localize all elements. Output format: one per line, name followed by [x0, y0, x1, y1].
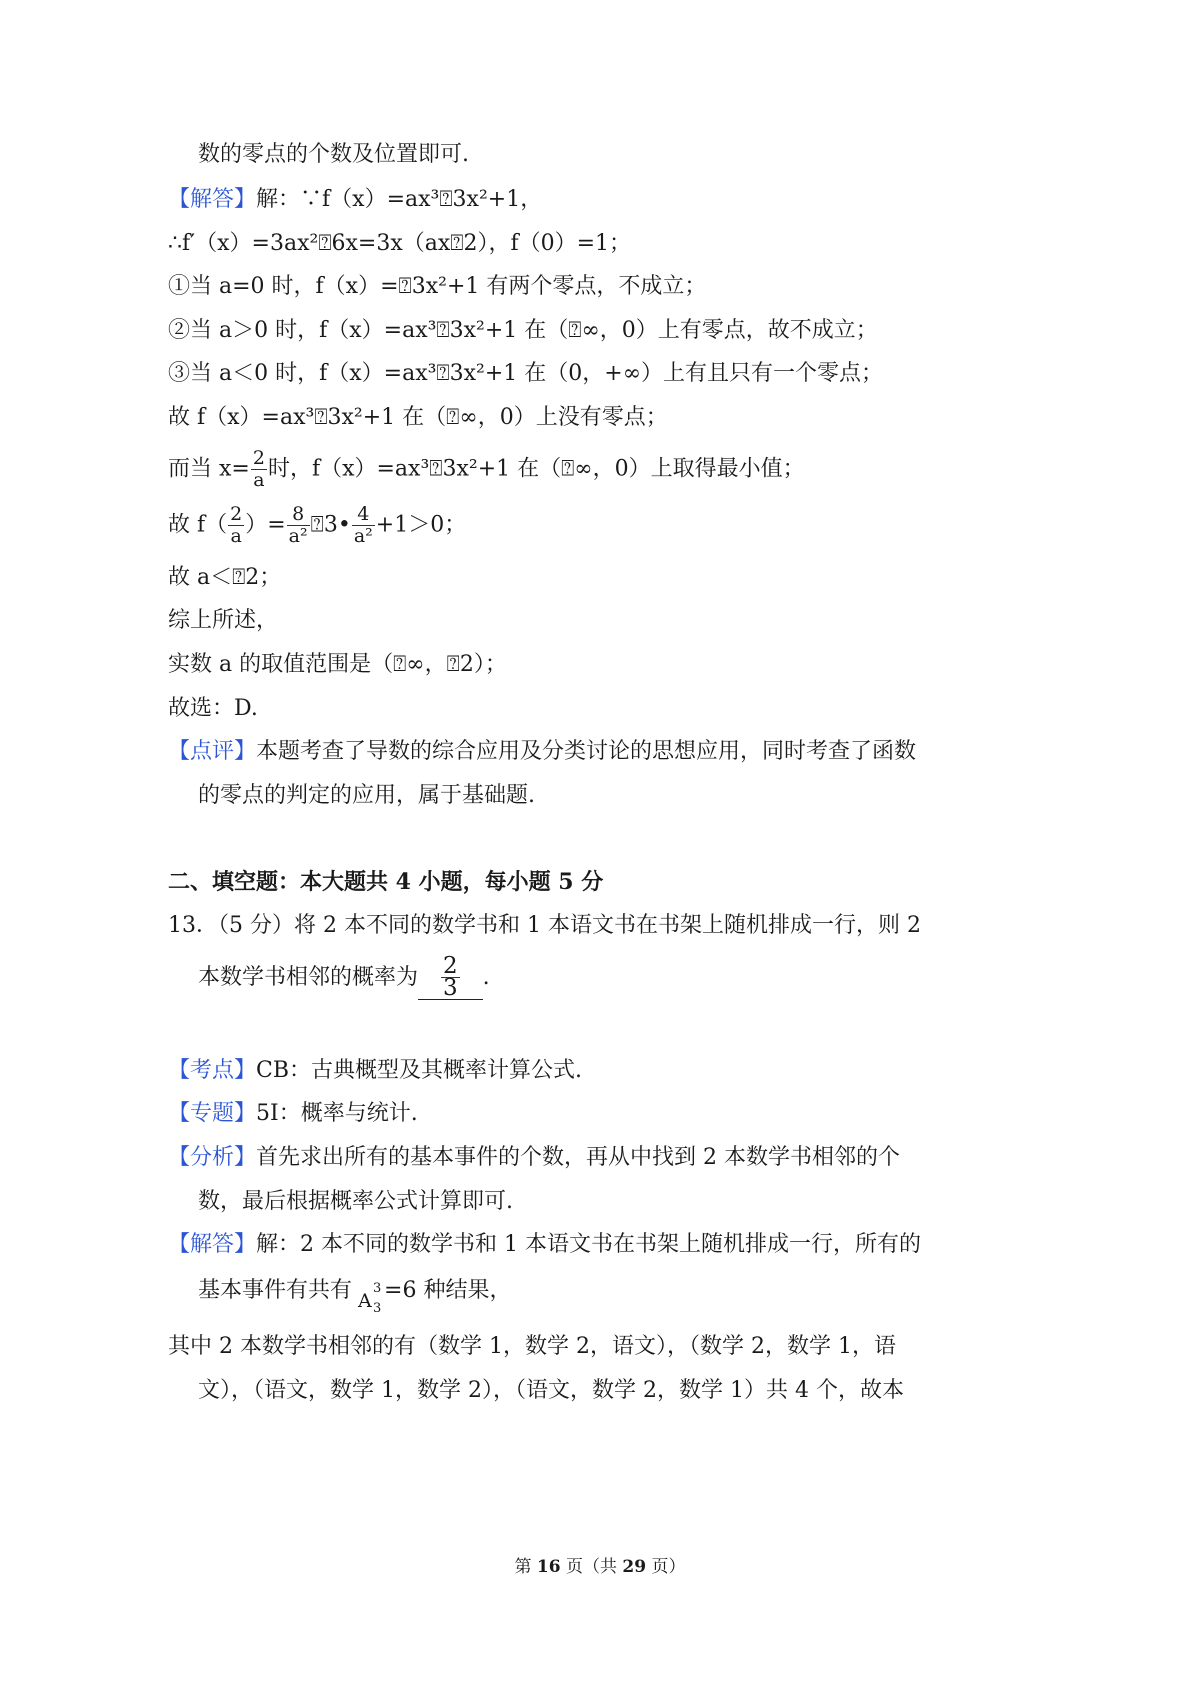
answer-blank [418, 953, 483, 1001]
text-line: ①当 a=0 时，f（x）=⍰3x²+1 有两个零点，不成立； [168, 274, 707, 299]
text-line: 实数 a 的取值范围是（⍰∞，⍰2）； [168, 652, 507, 677]
zhuanti-tag: 【专题】 [168, 1101, 257, 1126]
fraction: $\frac{8}{\text{a²}}$ [288, 503, 308, 547]
fraction: $\frac{2}{a}$ [252, 447, 265, 491]
page-footer: 第 16 页（共 29 页） [514, 1557, 686, 1577]
question-13: 13．（5 分）将 2 本不同的数学书和 1 本语文书在书架上随机排成一行，则 2 [168, 913, 921, 938]
text-line: 文），（语文，数学 1，数学 2），（语文，数学 2，数学 1）共 4 个，故本 [198, 1378, 904, 1403]
text-line: 其中 2 本数学书相邻的有（数学 1，数学 2，语文），（数学 2，数学 1，语 [168, 1334, 896, 1359]
jieda-line: 【解答】解：2 本不同的数学书和 1 本语文书在书架上随机排成一行，所有的 [168, 1232, 921, 1257]
text-line: 故 a＜⍰2； [168, 565, 282, 590]
text-line: 故 f（ $\frac{2}{a}$ ）= $\frac{8}{\text{a²}}$ ⍰3• $\frac{4}{\text{a²}}$ +1＞0； [168, 503, 467, 547]
fraction: $\frac{4}{\text{a²}}$ [353, 503, 373, 547]
answer-tag: 【解答】 [168, 187, 257, 212]
text-line: 数的零点的个数及位置即可. [198, 142, 469, 167]
text-line: 故 f（x）=ax³⍰3x²+1 在（⍰∞，0）上没有零点； [168, 405, 668, 430]
text-line: ③当 a＜0 时，f（x）=ax³⍰3x²+1 在（0，+∞）上有且只有一个零点； [168, 361, 884, 386]
answer-line: 【解答】解：∵f（x）=ax³⍰3x²+1， [168, 187, 543, 212]
fenxi-line: 【分析】首先求出所有的基本事件的个数，再从中找到 2 本数学书相邻的个 [168, 1145, 901, 1170]
text-line: 而当 x= $\frac{2}{a}$ 时，f（x）=ax³⍰3x²+1 在（⍰∞，0）上取得最小值； [168, 447, 805, 491]
question-13-line2: 本数学书相邻的概率为 $\frac{2}{3}$ . [198, 953, 490, 1001]
kaodian-line: 【考点】CB：古典概型及其概率计算公式. [168, 1058, 583, 1083]
fenxi-tag: 【分析】 [168, 1145, 257, 1170]
kaodian-tag: 【考点】 [168, 1058, 257, 1083]
text-line: 数，最后根据概率公式计算即可. [198, 1189, 513, 1214]
text-line: ∴f′（x）=3ax²⍰6x=3x（ax⍰2），f（0）=1； [168, 231, 632, 256]
answer-fraction: $\frac{2}{3}$ [443, 953, 458, 1001]
jieda-tag: 【解答】 [168, 1232, 257, 1257]
text-line: 基本事件有共有 A 3 3 =6 种结果， [198, 1278, 512, 1316]
fraction: $\frac{2}{a}$ [230, 503, 243, 547]
text-line: 的零点的判定的应用，属于基础题. [198, 783, 535, 808]
text-line: 故选：D. [168, 696, 258, 721]
comment-line: 【点评】本题考查了导数的综合应用及分类讨论的思想应用，同时考查了函数 [168, 739, 917, 764]
section-title: 二、填空题：本大题共 4 小题，每小题 5 分 [168, 869, 604, 895]
permutation-symbol: A 3 3 [358, 1281, 382, 1316]
text-line: 综上所述， [168, 608, 279, 633]
comment-tag: 【点评】 [168, 739, 257, 764]
text-line: ②当 a＞0 时，f（x）=ax³⍰3x²+1 在（⍰∞，0）上有零点，故不成立； [168, 318, 878, 343]
zhuanti-line: 【专题】5I：概率与统计. [168, 1101, 418, 1126]
